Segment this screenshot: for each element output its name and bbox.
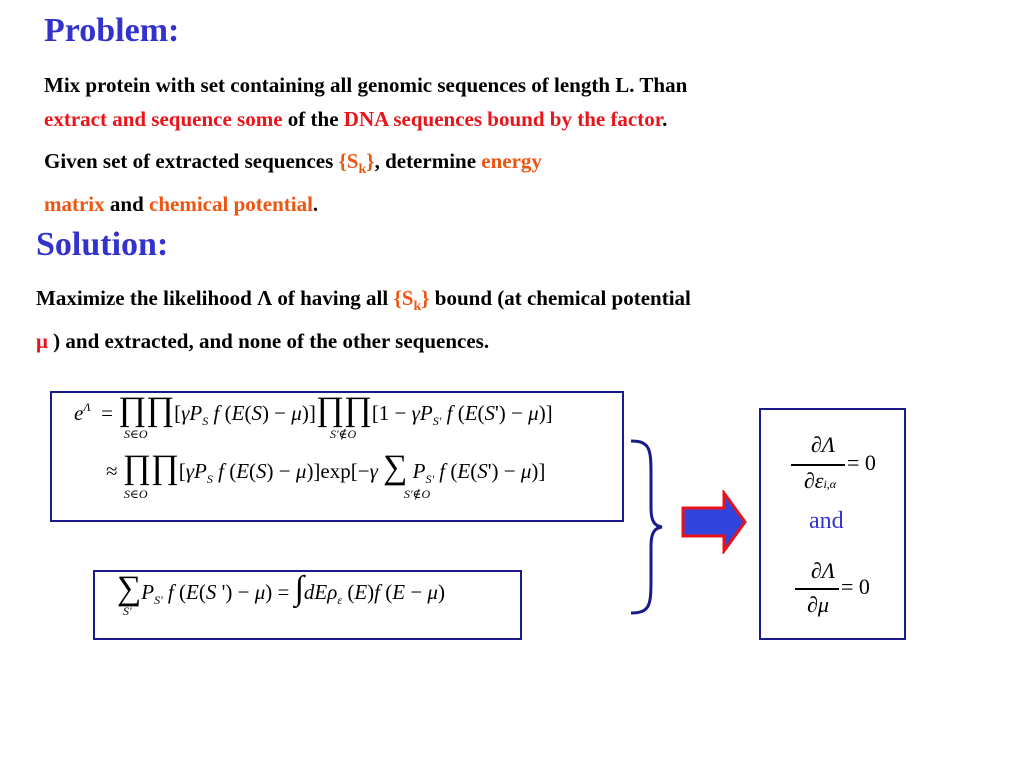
problem-p1-extract-highlight: extract and sequence some xyxy=(44,107,283,131)
integral-equation-box xyxy=(93,570,522,640)
derivative-energy-equals-zero: = 0 xyxy=(847,450,876,475)
problem-p2-matrix: matrix xyxy=(44,192,105,217)
problem-paragraph-1 xyxy=(44,68,1004,136)
derivative-energy-numerator: ∂Λ xyxy=(810,432,836,457)
problem-p1-text-a: Mix protein with set containing all genomic sequences of length L. Than xyxy=(44,73,688,97)
sum-index-s-not-in-o: S'∉O xyxy=(404,487,431,501)
right-arrow-icon xyxy=(680,490,748,554)
problem-p2-text-a: Given set of extracted sequences xyxy=(44,149,339,173)
derivative-mu-equals-zero: = 0 xyxy=(841,574,870,599)
derivative-mu-denominator: ∂μ xyxy=(807,592,829,617)
product-index-s-in-o-2: S∈O xyxy=(124,487,148,501)
problem-heading: Problem: xyxy=(44,12,180,49)
problem-p2-energy: energy xyxy=(481,149,542,173)
problem-p1-text-c: of the xyxy=(282,107,344,131)
problem-p2-set: $\{S_k\}$ xyxy=(338,149,375,178)
likelihood-equation-box xyxy=(50,391,624,522)
problem-p1-dna-highlight: DNA sequences bound by the factor xyxy=(343,107,663,131)
curly-brace xyxy=(626,438,666,616)
solution-text-b: bound (at chemical potential xyxy=(429,286,691,310)
derivative-energy-denominator: ∂εi,α xyxy=(803,468,837,493)
problem-p1-period: . xyxy=(662,107,668,131)
sum-index-s-prime: S' xyxy=(123,604,132,618)
derivative-mu-numerator: ∂Λ xyxy=(810,558,836,583)
derivative-mu-fraction-bar xyxy=(795,588,839,590)
integral-equation: $\sum P_{S'}$ f (E(S ') − μ) = ∫dEρ$_\varepsilon$ (E)f (E − μ) xyxy=(117,570,445,607)
and-label: and xyxy=(809,508,844,534)
solution-set: $\{S_k\}$ xyxy=(393,286,430,315)
solution-mu: μ xyxy=(36,329,48,354)
problem-p2-text-b: , determine xyxy=(374,149,482,173)
solution-heading: Solution: xyxy=(36,226,169,263)
result-equation-box xyxy=(759,408,906,640)
product-index-s-not-in-o: S'∉O xyxy=(330,427,357,441)
problem-p2-and: and xyxy=(104,192,150,217)
problem-p2-chemical-potential: chemical potential xyxy=(149,192,313,217)
problem-p2-period: . xyxy=(312,192,319,217)
product-index-s-in-o-1: S∈O xyxy=(124,427,148,441)
likelihood-equation-line-2: ≈ $\prod\prod[\gamma P_S$ f (E(S) − μ)]exp[−γ ∑ $P_{S'}$ f (E(S') − μ)] xyxy=(106,449,546,486)
solution-paragraph xyxy=(36,281,996,358)
likelihood-equation-line-1: $e^\Lambda$ = $\prod\prod[\gamma P_S$ f (E(S) − μ)]∏∏[1 − $\gamma P_{S'}$ f (E(S') − μ)] xyxy=(74,391,553,428)
derivative-energy-fraction-bar xyxy=(791,464,845,466)
problem-paragraph-2 xyxy=(44,144,764,221)
solution-text-c: ) and extracted, and none of the other sequences. xyxy=(47,329,490,354)
solution-text-a: Maximize the likelihood Λ of having all xyxy=(36,286,394,310)
